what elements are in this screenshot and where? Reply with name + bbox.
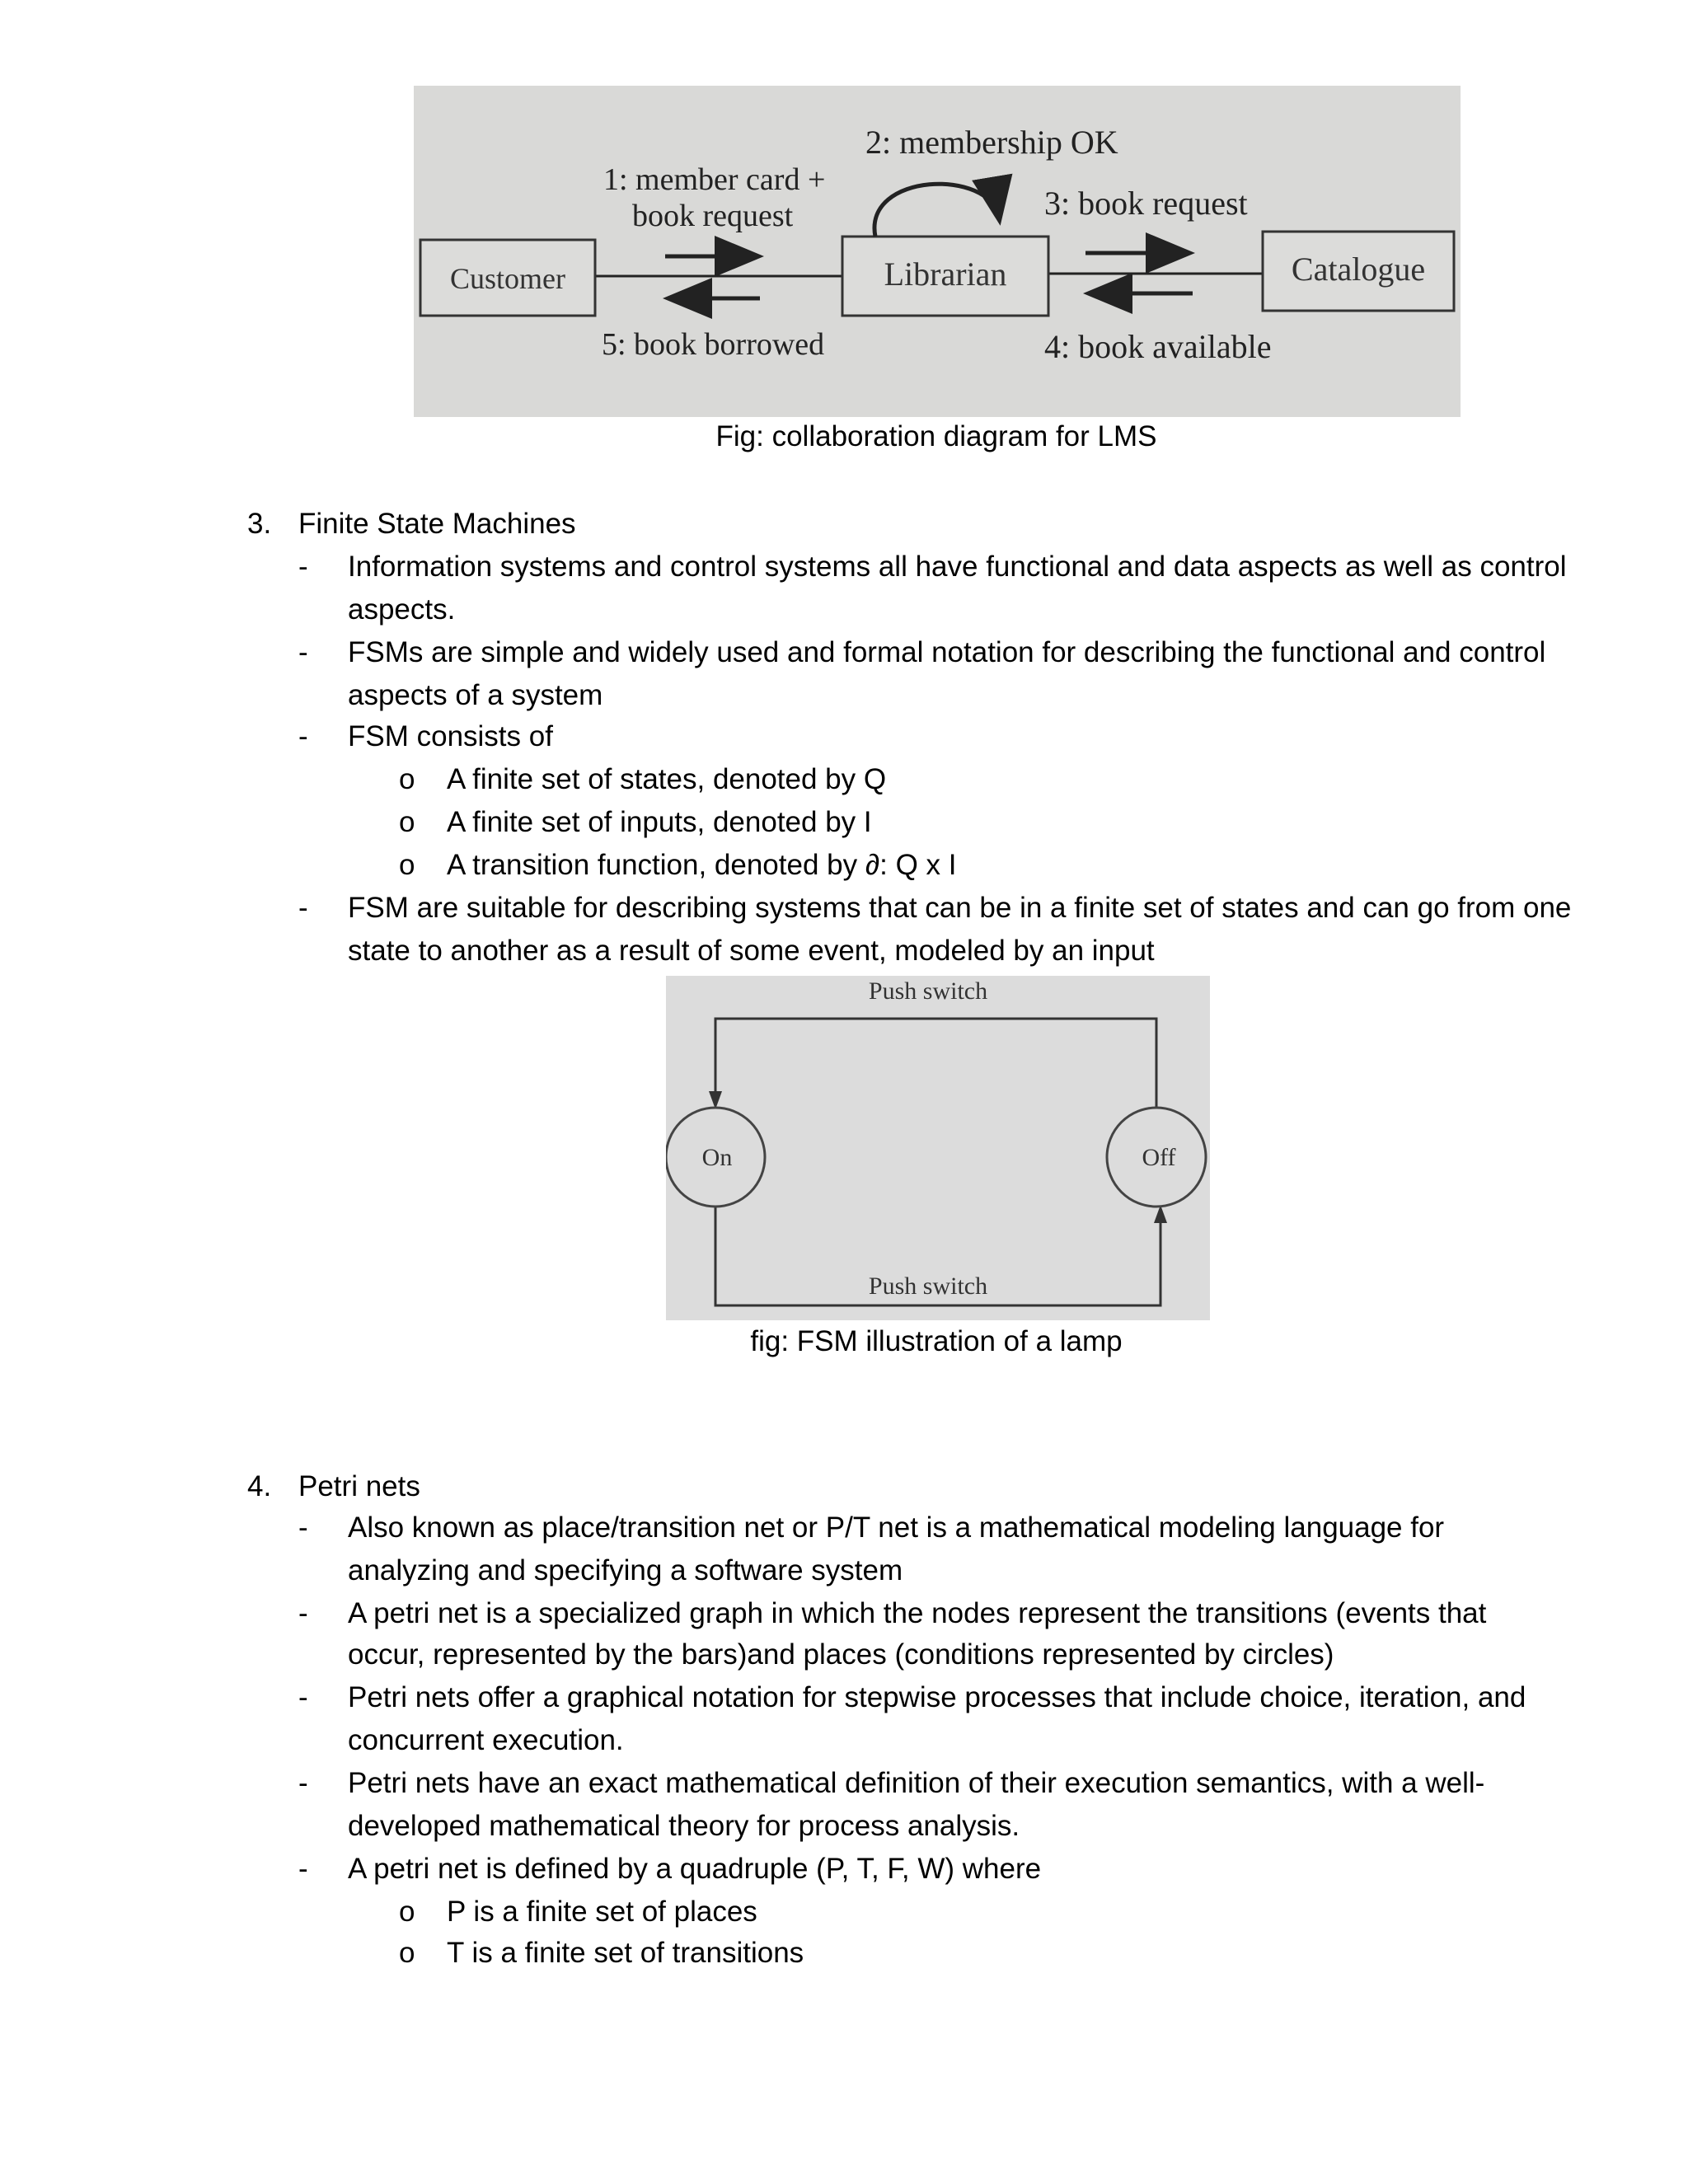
s3-bullet1-line2: aspects. xyxy=(348,593,456,626)
msg-1-line2: book request xyxy=(632,199,794,233)
s3-bullet2-line2: aspects of a system xyxy=(348,679,603,711)
section3-title: Finite State Machines xyxy=(298,508,576,540)
s4-bullet3-line1: Petri nets offer a graphical notation for stepwise processes that include choice, iteration, and xyxy=(348,1681,1526,1713)
self-loop-arrow xyxy=(874,184,999,237)
dash-bullet: - xyxy=(298,1681,308,1713)
s3-bullet1-line1: Information systems and control systems all have functional and data aspects as well as control xyxy=(348,551,1567,583)
o-bullet: o xyxy=(399,763,415,795)
s4-sub2: T is a finite set of transitions xyxy=(447,1937,804,1969)
customer-label: Customer xyxy=(450,262,565,295)
top-transition xyxy=(715,1019,1156,1116)
o-bullet: o xyxy=(399,849,415,881)
s4-bullet1-line2: analyzing and specifying a software system xyxy=(348,1554,903,1586)
s4-bullet4-line1: Petri nets have an exact mathematical definition of their execution semantics, with a well- xyxy=(348,1767,1485,1799)
section4-number: 4. xyxy=(247,1470,272,1502)
msg-2: 2: membership OK xyxy=(865,124,1118,161)
s3-sub1: A finite set of states, denoted by Q xyxy=(447,763,887,795)
fsm-lamp-svg xyxy=(666,976,1210,1320)
dash-bullet: - xyxy=(298,636,308,668)
o-bullet: o xyxy=(399,806,415,838)
figure2-caption: fig: FSM illustration of a lamp xyxy=(750,1325,1123,1357)
top-transition-label: Push switch xyxy=(868,977,988,1005)
state-on-label: On xyxy=(701,1144,733,1171)
msg-4: 4: book available xyxy=(1044,328,1272,365)
dash-bullet: - xyxy=(298,551,308,583)
figure1-caption: Fig: collaboration diagram for LMS xyxy=(715,420,1157,452)
msg-5: 5: book borrowed xyxy=(602,327,825,362)
s3-sub2: A finite set of inputs, denoted by I xyxy=(447,806,872,838)
o-bullet: o xyxy=(399,1896,415,1928)
s4-bullet3-line2: concurrent execution. xyxy=(348,1724,624,1756)
fsm-lamp-diagram xyxy=(666,976,1210,1320)
dash-bullet: - xyxy=(298,720,308,752)
collaboration-diagram-svg xyxy=(414,86,1461,417)
s3-bullet3-line1: FSM consists of xyxy=(348,720,553,752)
dash-bullet: - xyxy=(298,1511,308,1544)
s4-bullet1-line1: Also known as place/transition net or P/T net is a mathematical modeling language for xyxy=(348,1511,1445,1544)
bottom-transition-label: Push switch xyxy=(868,1272,988,1300)
s3-sub3: A transition function, denoted by ∂: Q x I xyxy=(447,849,957,881)
librarian-label: Librarian xyxy=(884,255,1007,293)
s4-bullet2-line2: occur, represented by the bars)and places (conditions represented by circles) xyxy=(348,1638,1334,1671)
s3-bullet4-line1: FSM are suitable for describing systems that can be in a finite set of states and can go from one xyxy=(348,892,1572,924)
s3-bullet4-line2: state to another as a result of some event, modeled by an input xyxy=(348,935,1155,967)
catalogue-label: Catalogue xyxy=(1291,251,1426,288)
dash-bullet: - xyxy=(298,1767,308,1799)
msg-3: 3: book request xyxy=(1044,185,1248,222)
dash-bullet: - xyxy=(298,1597,308,1629)
collaboration-diagram xyxy=(414,86,1461,417)
section4-title: Petri nets xyxy=(298,1470,420,1502)
s4-bullet2-line1: A petri net is a specialized graph in which the nodes represent the transitions (events that xyxy=(348,1597,1487,1629)
state-off-label: Off xyxy=(1142,1144,1176,1171)
o-bullet: o xyxy=(399,1937,415,1969)
s4-bullet5-line1: A petri net is defined by a quadruple (P, T, F, W) where xyxy=(348,1853,1042,1885)
s4-bullet4-line2: developed mathematical theory for process analysis. xyxy=(348,1810,1020,1842)
section3-number: 3. xyxy=(247,508,272,540)
msg-1-line1: 1: member card + xyxy=(603,162,826,197)
s3-bullet2-line1: FSMs are simple and widely used and formal notation for describing the functional and control xyxy=(348,636,1546,668)
s4-sub1: P is a finite set of places xyxy=(447,1896,757,1928)
dash-bullet: - xyxy=(298,892,308,924)
dash-bullet: - xyxy=(298,1853,308,1885)
